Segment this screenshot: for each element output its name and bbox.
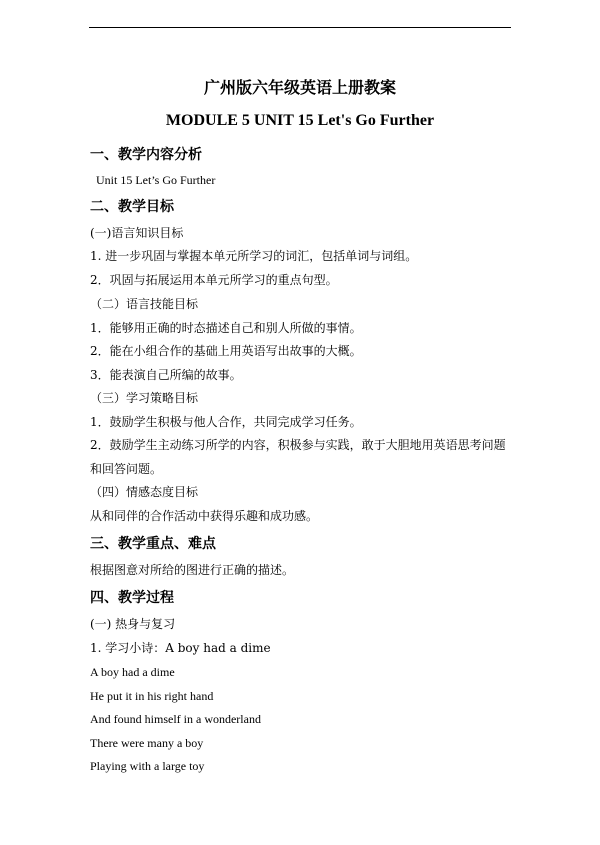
language-skills-item-3: 3．能表演自己所编的故事。 xyxy=(90,368,242,382)
language-knowledge-item-2: 2．巩固与拓展运用本单元所学习的重点句型。 xyxy=(90,273,338,287)
subsection-language-skills: （二）语言技能目标 xyxy=(90,297,199,311)
section-1-text: Unit 15 Let’s Go Further xyxy=(96,173,216,187)
poem-line-5: Playing with a large toy xyxy=(90,759,205,773)
document-title-chinese: 广州版六年级英语上册教案 xyxy=(203,78,396,97)
header-rule xyxy=(89,27,511,28)
section-2-heading: 二、教学目标 xyxy=(90,199,174,215)
warm-up-item-1: 1. 学习小诗：A boy had a dime xyxy=(90,641,271,655)
poem-line-4: There were many a boy xyxy=(90,736,204,750)
section-4-heading: 四、教学过程 xyxy=(90,590,174,606)
learning-strategies-item-1: 1．鼓励学生积极与他人合作，共同完成学习任务。 xyxy=(90,415,362,429)
poem-line-1: A boy had a dime xyxy=(90,665,175,679)
section-3-text: 根据图意对所给的图进行正确的描述。 xyxy=(90,563,295,577)
emotional-goals-text: 从和同伴的合作活动中获得乐趣和成功感。 xyxy=(90,509,319,523)
learning-strategies-item-2-continued: 和回答问题。 xyxy=(90,462,163,476)
language-knowledge-item-1: 1. 进一步巩固与掌握本单元所学习的词汇，包括单词与词组。 xyxy=(90,249,418,263)
learning-strategies-item-2: 2．鼓励学生主动练习所学的内容，积极参与实践，敢于大胆地用英语思考问题 xyxy=(90,438,506,452)
section-3-heading: 三、教学重点、难点 xyxy=(90,536,216,552)
subsection-language-knowledge: (一)语言知识目标 xyxy=(90,226,184,240)
document-title-english: MODULE 5 UNIT 15 Let's Go Further xyxy=(165,112,435,129)
section-1-heading: 一、教学内容分析 xyxy=(90,147,202,163)
subsection-learning-strategies: （三）学习策略目标 xyxy=(90,391,199,405)
language-skills-item-2: 2．能在小组合作的基础上用英语写出故事的大概。 xyxy=(90,344,362,358)
subsection-warm-up: (一) 热身与复习 xyxy=(90,617,176,631)
subsection-emotional-goals: （四）情感态度目标 xyxy=(90,485,199,499)
poem-line-2: He put it in his right hand xyxy=(90,689,214,703)
language-skills-item-1: 1．能够用正确的时态描述自己和别人所做的事情。 xyxy=(90,321,362,335)
poem-line-3: And found himself in a wonderland xyxy=(90,712,261,726)
